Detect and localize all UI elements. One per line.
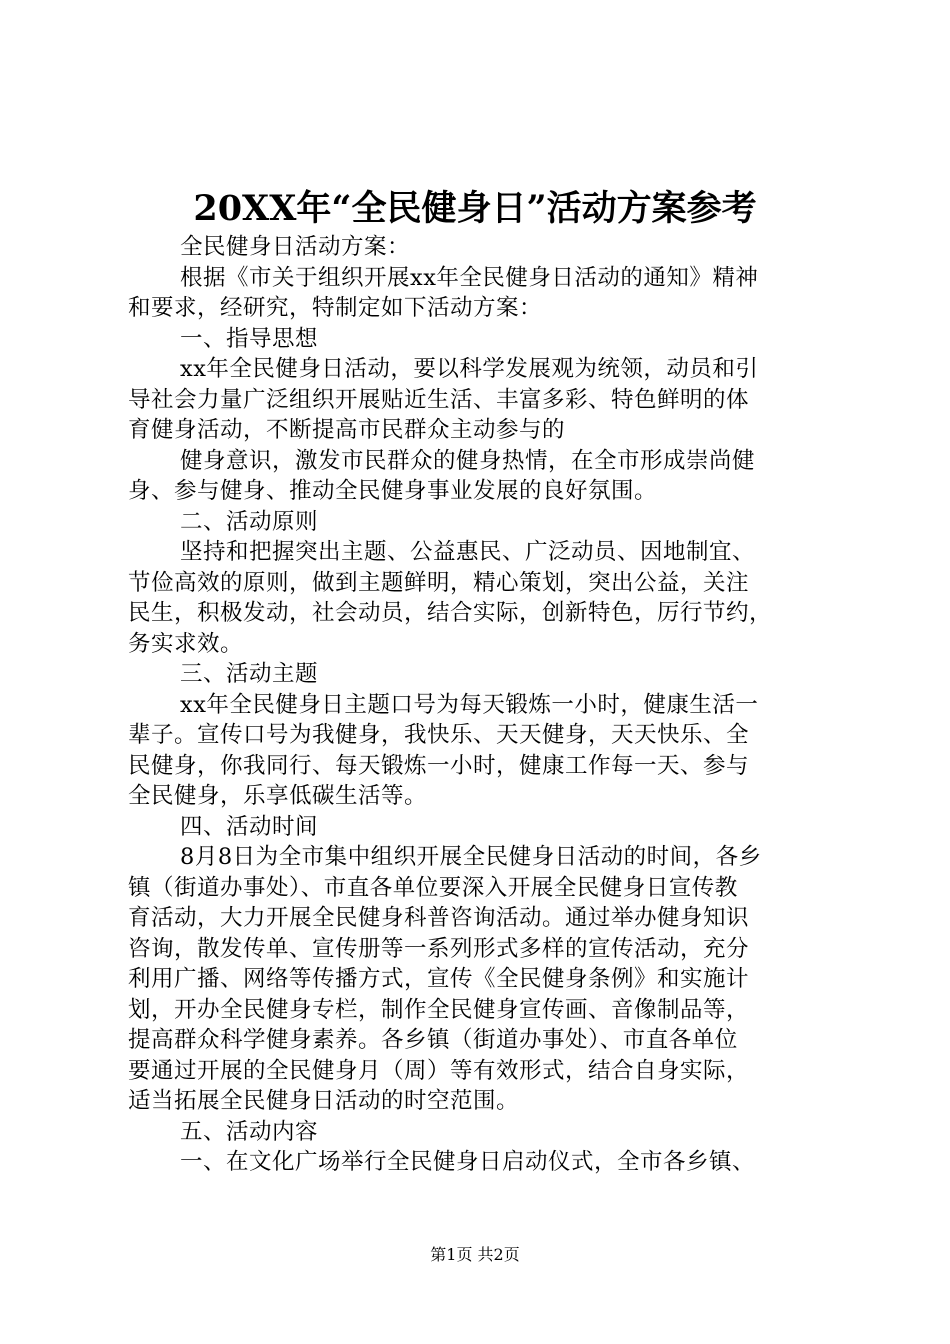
paragraph-line: 一、指导思想 — [180, 325, 319, 352]
paragraph-line: 四、活动时间 — [180, 813, 319, 840]
paragraph-line: 根据《市关于组织开展xx年全民健身日活动的通知》精神 — [180, 264, 759, 291]
paragraph-line: 全民健身，乐享低碳生活等。 — [128, 783, 428, 809]
paragraph-line: 育活动，大力开展全民健身科普咨询活动。通过举办健身知识 — [128, 905, 750, 931]
paragraph-line: 镇（街道办事处）、市直各单位要深入开展全民健身日宣传教 — [128, 874, 738, 901]
paragraph-line: 育健身活动，不断提高市民群众主动参与的 — [128, 417, 566, 443]
paragraph-line: 8月8日为全市集中组织开展全民健身日活动的时间，各乡 — [180, 844, 762, 870]
paragraph-line: 一、在文化广场举行全民健身日启动仪式，全市各乡镇、 — [180, 1149, 756, 1175]
paragraph-line: 提高群众科学健身素养。各乡镇（街道办事处）、市直各单位 — [128, 1027, 738, 1053]
paragraph-line: 和要求，经研究，特制定如下活动方案： — [128, 295, 543, 321]
paragraph-line: 坚持和把握突出主题、公益惠民、广泛动员、因地制宜、 — [180, 539, 756, 565]
paragraph-line: 身、参与健身、推动全民健身事业发展的良好氛围。 — [128, 478, 658, 504]
paragraph-line: 三、活动主题 — [180, 661, 319, 687]
paragraph-line: 节俭高效的原则，做到主题鲜明，精心策划，突出公益，关注 — [128, 569, 750, 596]
paragraph-line: 民健身，你我同行、每天锻炼一小时，健康工作每一天、参与 — [128, 752, 750, 779]
paragraph-line: 五、活动内容 — [180, 1118, 319, 1145]
paragraph-line: 辈子。宣传口号为我健身，我快乐、天天健身，天天快乐、全 — [128, 722, 750, 748]
paragraph-line: 健身意识，激发市民群众的健身热情，在全市形成崇尚健 — [180, 447, 756, 474]
paragraph-line: 全民健身日活动方案： — [180, 234, 411, 260]
paragraph-line: 利用广播、网络等传播方式，宣传《全民健身条例》和实施计 — [128, 966, 750, 992]
paragraph-line: 务实求效。 — [128, 630, 244, 657]
paragraph-line: 要通过开展的全民健身月（周）等有效形式，结合自身实际， — [128, 1057, 750, 1084]
paragraph-line: 民生，积极发动，社会动员，结合实际，创新特色，厉行节约， — [128, 600, 773, 626]
paragraph-line: 划，开办全民健身专栏，制作全民健身宣传画、音像制品等， — [128, 996, 750, 1023]
document-title: 20XX年“全民健身日”活动方案参考 — [193, 188, 757, 229]
paragraph-line: 二、活动原则 — [180, 508, 319, 535]
paragraph-line: 咨询，散发传单、宣传册等一系列形式多样的宣传活动，充分 — [128, 935, 750, 962]
document-body — [128, 232, 836, 1178]
paragraph-line: 导社会力量广泛组织开展贴近生活、丰富多彩、特色鲜明的体 — [128, 386, 750, 413]
paragraph-line: 适当拓展全民健身日活动的时空范围。 — [128, 1088, 520, 1114]
paragraph-line: xx年全民健身日主题口号为每天锻炼一小时，健康生活一 — [180, 691, 759, 718]
paragraph-line: xx年全民健身日活动，要以科学发展观为统领，动员和引 — [180, 356, 759, 382]
page-number: 第1页 共2页 — [430, 1245, 520, 1264]
